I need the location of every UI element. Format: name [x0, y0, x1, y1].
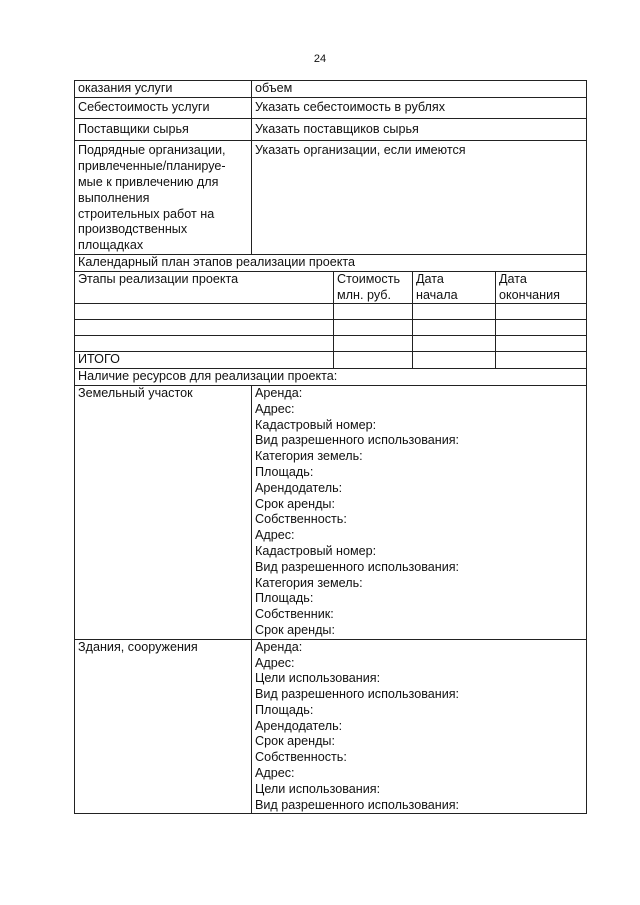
buildings-detail-item: Аренда:: [255, 639, 303, 654]
schedule-header-stages: Этапы реализации проекта: [75, 271, 334, 304]
buildings-detail-item: Вид разрешенного использования:: [255, 687, 460, 702]
buildings-label: Здания, сооружения: [75, 639, 252, 814]
contractors-label-line: выполнения: [78, 190, 150, 205]
land-detail-item: Площадь:: [255, 464, 314, 479]
land-detail-item: Аренда:: [255, 385, 303, 400]
buildings-detail-item: Адрес:: [255, 766, 295, 781]
buildings-details: [252, 639, 587, 814]
cost-value: Указать себестоимость в рублях: [252, 97, 587, 118]
empty-cell: [334, 336, 413, 352]
schedule-header-cost-line: Стоимость: [337, 271, 401, 286]
buildings-detail-item: Цели использования:: [255, 781, 381, 796]
land-detail-item: Площадь:: [255, 591, 314, 606]
contractors-value: Указать организации, если имеются: [252, 141, 587, 255]
schedule-header-start-line: Дата: [416, 271, 444, 286]
schedule-header-start: [413, 271, 496, 304]
contractors-label-line: производственных: [78, 222, 188, 237]
row-schedule-headers: [75, 271, 587, 304]
contractors-label-line: строительных работ на: [78, 206, 215, 221]
empty-cell: [75, 336, 334, 352]
empty-cell: [413, 304, 496, 320]
land-detail-item: Кадастровый номер:: [255, 417, 377, 432]
buildings-detail-item: Цели использования:: [255, 671, 381, 686]
contractors-label-line: привлеченные/планируе-: [78, 159, 226, 174]
schedule-title: Календарный план этапов реализации проекта: [75, 254, 587, 271]
row-land: [75, 385, 587, 639]
land-detail-item: Категория земель:: [255, 575, 363, 590]
cost-label: Себестоимость услуги: [75, 97, 252, 118]
empty-cell: [413, 336, 496, 352]
empty-cell: [496, 336, 587, 352]
land-detail-item: Собственник:: [255, 607, 334, 622]
schedule-header-cost-line: млн. руб.: [337, 287, 391, 302]
land-detail-item: Собственность:: [255, 512, 347, 527]
buildings-detail-item: Арендодатель:: [255, 718, 343, 733]
service-volume-label: оказания услуги: [75, 81, 252, 98]
schedule-empty-row: [75, 304, 587, 320]
empty-cell: [334, 320, 413, 336]
land-label: Земельный участок: [75, 385, 252, 639]
contractors-label: [75, 141, 252, 255]
row-service-volume: [75, 81, 587, 98]
buildings-detail-item: Площадь:: [255, 702, 314, 717]
page-number: 24: [313, 53, 327, 65]
buildings-detail-item: Срок аренды:: [255, 734, 335, 749]
schedule-header-start-line: начала: [416, 287, 458, 302]
empty-cell: [334, 352, 413, 369]
land-detail-item: Адрес:: [255, 401, 295, 416]
suppliers-value: Указать поставщиков сырья: [252, 118, 587, 141]
empty-cell: [496, 352, 587, 369]
empty-cell: [75, 320, 334, 336]
project-form: [74, 80, 586, 814]
resources-title: Наличие ресурсов для реализации проекта:: [75, 369, 587, 386]
contractors-label-line: мые к привлечению для: [78, 174, 219, 189]
land-detail-item: Арендодатель:: [255, 480, 343, 495]
buildings-detail-item: Вид разрешенного использования:: [255, 797, 460, 812]
suppliers-label: Поставщики сырья: [75, 118, 252, 141]
schedule-empty-row: [75, 336, 587, 352]
schedule-total-label: ИТОГО: [75, 352, 334, 369]
empty-cell: [496, 304, 587, 320]
row-schedule-title: [75, 254, 587, 271]
land-detail-item: Срок аренды:: [255, 496, 335, 511]
row-buildings: [75, 639, 587, 814]
land-detail-item: Категория земель:: [255, 449, 363, 464]
row-suppliers: [75, 118, 587, 141]
contractors-label-line: площадках: [78, 238, 144, 253]
schedule-total-row: [75, 352, 587, 369]
form-table: [74, 80, 587, 814]
schedule-header-end-line: Дата: [499, 271, 527, 286]
schedule-header-end-line: окончания: [499, 287, 560, 302]
buildings-detail-item: Адрес:: [255, 655, 295, 670]
empty-cell: [496, 320, 587, 336]
service-volume-value: объем: [252, 81, 587, 98]
land-details: [252, 385, 587, 639]
row-resources-title: [75, 369, 587, 386]
empty-cell: [413, 352, 496, 369]
empty-cell: [75, 304, 334, 320]
land-detail-item: Адрес:: [255, 528, 295, 543]
row-contractors: [75, 141, 587, 255]
schedule-empty-row: [75, 320, 587, 336]
land-detail-item: Вид разрешенного использования:: [255, 433, 460, 448]
row-cost: [75, 97, 587, 118]
land-detail-item: Вид разрешенного использования:: [255, 559, 460, 574]
empty-cell: [334, 304, 413, 320]
buildings-detail-item: Собственность:: [255, 750, 347, 765]
land-detail-item: Кадастровый номер:: [255, 543, 377, 558]
schedule-header-cost: [334, 271, 413, 304]
schedule-header-end: [496, 271, 587, 304]
contractors-label-line: Подрядные организации,: [78, 143, 226, 158]
land-detail-item: Срок аренды:: [255, 622, 335, 637]
empty-cell: [413, 320, 496, 336]
